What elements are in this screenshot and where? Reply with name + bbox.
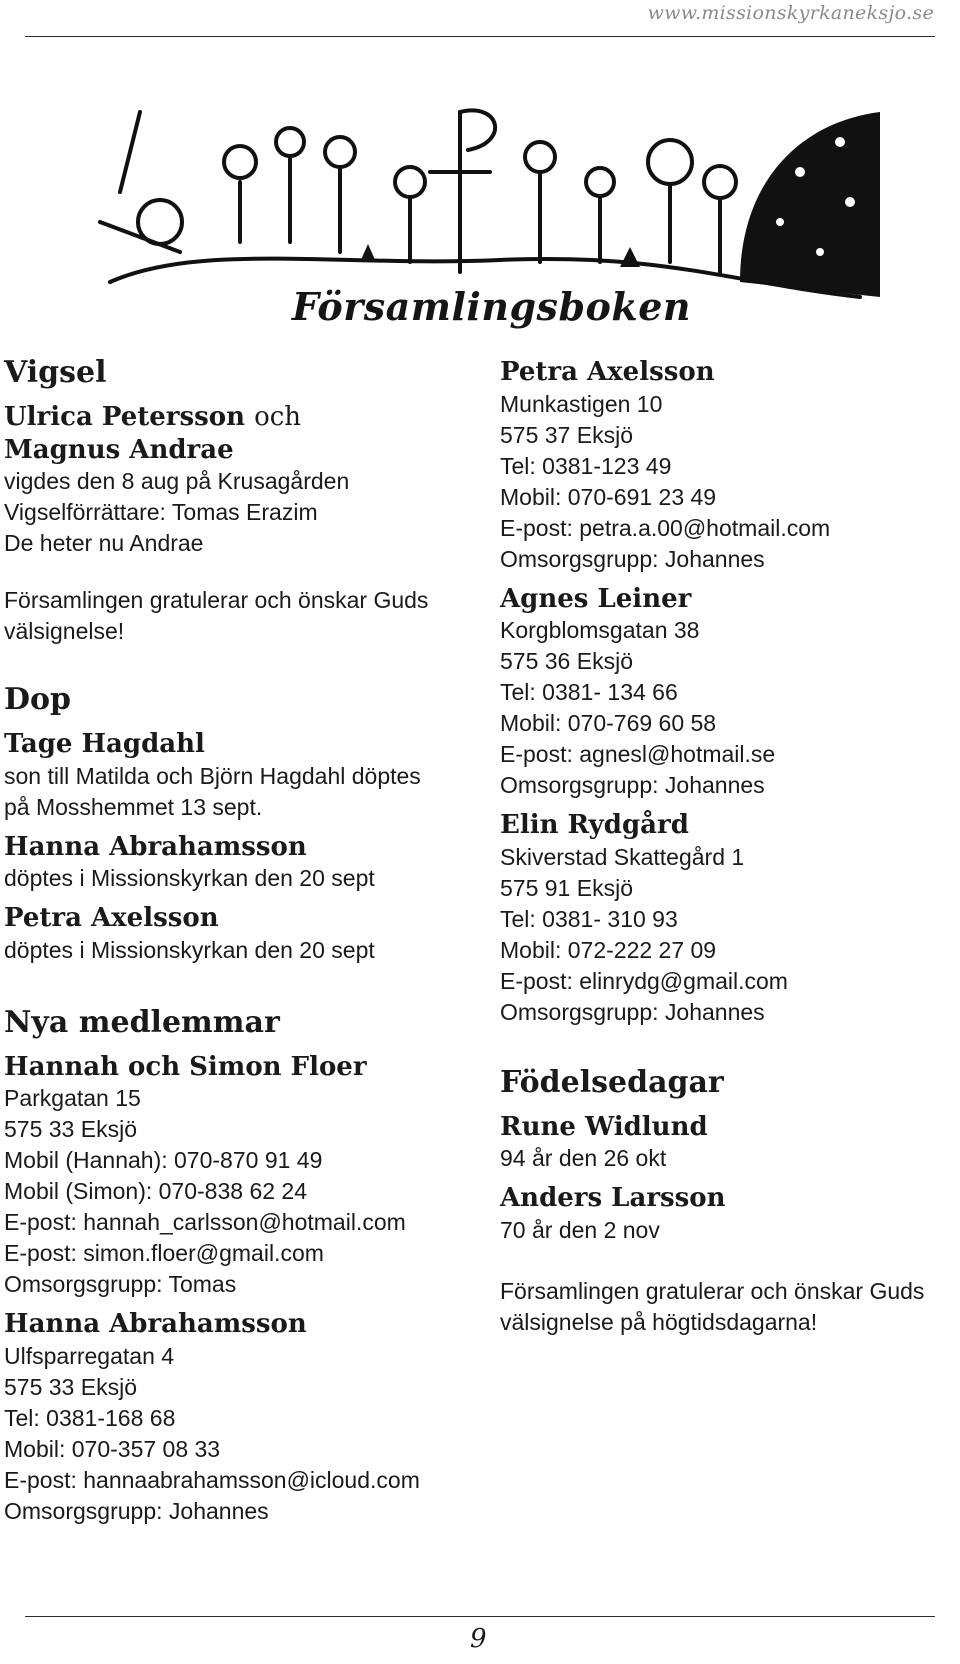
member-line: Tel: 0381-168 68 bbox=[4, 1404, 176, 1431]
right-column bbox=[500, 356, 950, 1338]
member-line: Omsorgsgrupp: Tomas bbox=[4, 1271, 237, 1297]
wedding-names: Ulrica Petersson och bbox=[4, 402, 302, 432]
baptism-name: Tage Hagdahl bbox=[4, 729, 205, 759]
member-line: Korgblomsgatan 38 bbox=[500, 617, 700, 643]
section-heading-fodelsedagar: Födelsedagar bbox=[500, 1064, 724, 1100]
member-line: E-post: hannah_carlsson@hotmail.com bbox=[4, 1209, 406, 1235]
member-line: Omsorgsgrupp: Johannes bbox=[4, 1497, 269, 1524]
member-line: 575 37 Eksjö bbox=[500, 421, 633, 448]
member-line: Omsorgsgrupp: Johannes bbox=[500, 772, 765, 798]
section-heading-nya-medlemmar: Nya medlemmar bbox=[4, 1004, 280, 1040]
member-line: Mobil: 070-357 08 33 bbox=[4, 1435, 221, 1462]
member-name: Elin Rydgård bbox=[500, 810, 689, 840]
member-line: Munkastigen 10 bbox=[500, 390, 663, 417]
wedding-line: De heter nu Andrae bbox=[4, 530, 204, 556]
member-line: Mobil: 072-222 27 09 bbox=[500, 936, 717, 963]
birthday-greeting: välsignelse på högtidsdagarna! bbox=[500, 1308, 818, 1335]
page-number: 9 bbox=[470, 1624, 487, 1654]
member-line: Mobil: 070-691 23 49 bbox=[500, 483, 717, 510]
baptism-line: på Mosshemmet 13 sept. bbox=[4, 793, 263, 820]
left-column bbox=[4, 356, 474, 1527]
wedding-line: Vigselförrättare: Tomas Erazim bbox=[4, 499, 318, 525]
member-line: E-post: agnesl@hotmail.se bbox=[500, 741, 776, 767]
member-name: Petra Axelsson bbox=[500, 357, 715, 387]
birthday-line: 70 år den 2 nov bbox=[500, 1216, 660, 1243]
birthday-line: 94 år den 26 okt bbox=[500, 1145, 667, 1171]
baptism-line: son till Matilda och Björn Hagdahl döptes bbox=[4, 762, 421, 789]
birthday-name: Anders Larsson bbox=[500, 1183, 726, 1213]
member-line: Mobil (Simon): 070-838 62 24 bbox=[4, 1178, 307, 1204]
member-line: Parkgatan 15 bbox=[4, 1085, 141, 1111]
birthday-greeting: Församlingen gratulerar och önskar Guds bbox=[500, 1277, 925, 1304]
birthday-name: Rune Widlund bbox=[500, 1111, 708, 1142]
member-name: Agnes Leiner bbox=[500, 583, 692, 614]
baptism-name: Petra Axelsson bbox=[4, 903, 219, 933]
wedding-name-2: Magnus Andrae bbox=[4, 434, 234, 465]
member-line: E-post: petra.a.00@hotmail.com bbox=[500, 514, 831, 541]
member-line: Tel: 0381-123 49 bbox=[500, 452, 672, 479]
member-line: Ulfsparregatan 4 bbox=[4, 1342, 175, 1369]
section-heading-dop: Dop bbox=[4, 682, 72, 717]
member-line: Mobil (Hannah): 070-870 91 49 bbox=[4, 1147, 323, 1173]
member-line: Tel: 0381- 134 66 bbox=[500, 679, 678, 705]
member-line: E-post: elinrydg@gmail.com bbox=[500, 967, 788, 994]
baptism-line: döptes i Missionskyrkan den 20 sept bbox=[4, 936, 375, 963]
footer-rule bbox=[25, 1616, 935, 1617]
member-line: 575 36 Eksjö bbox=[500, 648, 633, 674]
baptism-name: Hanna Abrahamsson bbox=[4, 831, 307, 862]
member-line: 575 33 Eksjö bbox=[4, 1116, 137, 1142]
wedding-greeting: välsignelse! bbox=[4, 618, 125, 644]
banner-title: Församlingsboken bbox=[292, 284, 692, 329]
member-line: Tel: 0381- 310 93 bbox=[500, 905, 678, 932]
member-name: Hannah och Simon Floer bbox=[4, 1051, 367, 1082]
member-line: Mobil: 070-769 60 58 bbox=[500, 710, 717, 736]
wedding-greeting: Församlingen gratulerar och önskar Guds bbox=[4, 587, 429, 613]
member-line: Omsorgsgrupp: Johannes bbox=[500, 545, 765, 572]
member-line: Skiverstad Skattegård 1 bbox=[500, 843, 745, 870]
section-heading-vigsel: Vigsel bbox=[4, 355, 107, 390]
baptism-line: döptes i Missionskyrkan den 20 sept bbox=[4, 865, 375, 891]
header-rule bbox=[25, 36, 935, 37]
website-url: www.missionskyrkaneksjo.se bbox=[647, 2, 934, 24]
wedding-line: vigdes den 8 aug på Krusagården bbox=[4, 468, 350, 494]
member-line: E-post: hannaabrahamsson@icloud.com bbox=[4, 1466, 420, 1493]
member-line: Omsorgsgrupp: Johannes bbox=[500, 998, 765, 1025]
member-line: 575 33 Eksjö bbox=[4, 1373, 137, 1400]
member-line: E-post: simon.floer@gmail.com bbox=[4, 1240, 324, 1266]
member-name: Hanna Abrahamsson bbox=[4, 1309, 307, 1339]
member-line: 575 91 Eksjö bbox=[500, 874, 633, 901]
